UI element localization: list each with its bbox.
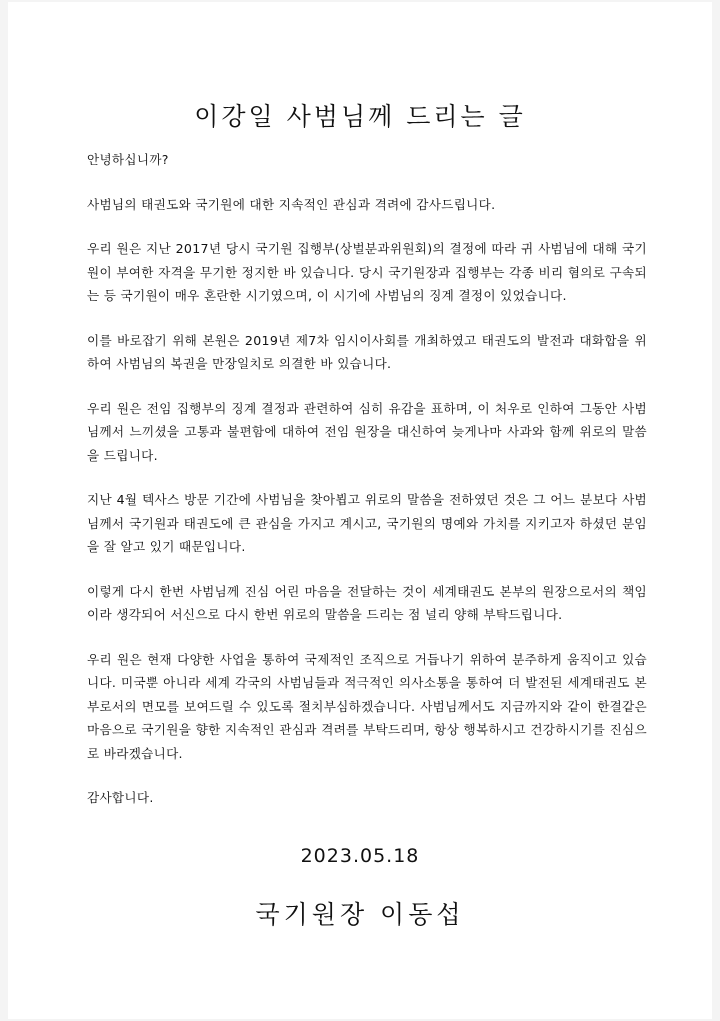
paragraph-7: 우리 원은 현재 다양한 사업을 통하여 국제적인 조직으로 거듭나기 위하여 분주하게 움직이고 있습니다. 미국뿐 아니라 세계 각국의 사범님들과 적극적인 의사소통을 통하여 더 발전된 세계태권도 본부로서의 면모를 보여드릴 수 있도록 절치부심하겠습니다. 사범님께서도 지금까지와 같이 한결같은 마음으로 국기원을 향한 지속적인 관심과 격려를 부탁드리며, 항상 행복하시고 건강하시기를 진심으로 바라겠습니다. <box>87 651 647 761</box>
paragraph-4: 우리 원은 전임 집행부의 징계 결정과 관련하여 심히 유감을 표하며, 이 처우로 인하여 그동안 사범님께서 느끼셨을 고통과 불편함에 대하여 전임 원장을 대신하여 늦게나마 사과와 함께 위로의 말씀을 드립니다. <box>87 400 647 463</box>
letter-title: 이강일 사범님께 드리는 글 <box>194 101 526 131</box>
letter-date: 2023.05.18 <box>300 845 420 867</box>
closing: 감사합니다. <box>87 790 154 805</box>
paragraph-2: 우리 원은 지난 2017년 당시 국기원 집행부(상벌분과위원회)의 결정에 따라 귀 사범님에 대해 국기원이 부여한 자격을 무기한 정지한 바 있습니다. 당시 국기원장과 집행부는 각종 비리 혐의로 구속되는 등 국기원이 매우 혼란한 시기였으며, 이 시기에 사범님의 징계 결정이 있었습니다. <box>87 241 647 303</box>
paragraph-1: 사범님의 태권도와 국기원에 대한 지속적인 관심과 격려에 감사드립니다. <box>87 196 496 212</box>
letter-body <box>87 148 647 831</box>
paragraph-5: 지난 4월 텍사스 방문 기간에 사범님을 찾아뵙고 위로의 말씀을 전하였던 것은 그 어느 분보다 사범님께서 국기원과 태권도에 큰 관심을 가지고 계시고, 국기원의 명예와 가치를 지키고자 하셨던 분임을 잘 알고 있기 때문입니다. <box>87 492 647 554</box>
paragraph-3: 이를 바로잡기 위해 본원은 2019년 제7차 임시이사회를 개최하였고 태권도의 발전과 대화합을 위하여 사범님의 복권을 만장일치로 의결한 바 있습니다. <box>87 332 647 371</box>
paragraph-6: 이렇게 다시 한번 사범님께 진심 어린 마음을 전달하는 것이 세계태권도 본부의 원장으로서의 책임이라 생각되어 서신으로 다시 한번 위로의 말씀을 드리는 점 널리 양해 부탁드립니다. <box>87 583 647 622</box>
greeting: 안녕하십니까? <box>87 152 169 167</box>
signature: 국기원장 이동섭 <box>255 900 465 929</box>
